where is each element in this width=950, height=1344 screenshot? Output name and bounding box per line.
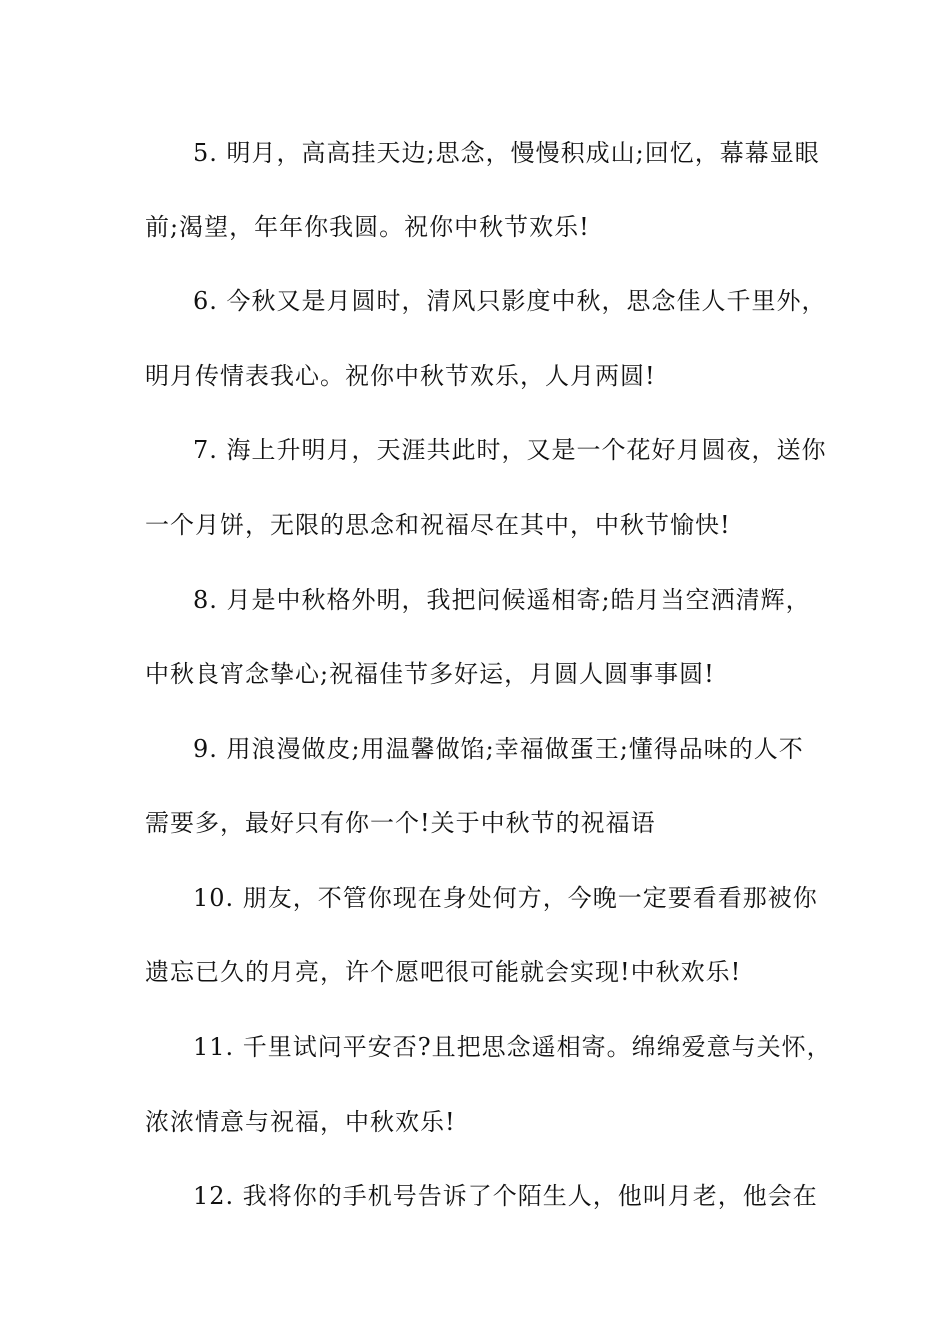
paragraph-5-line-2: 前;渴望，年年你我圆。祝你中秋节欢乐! <box>145 213 590 241</box>
paragraph-6-line-1: 6. 今秋又是月圆时，清风只影度中秋，思念佳人千里外， <box>193 287 827 315</box>
paragraph-11-line-2: 浓浓情意与祝福，中秋欢乐! <box>145 1108 456 1136</box>
paragraph-9-line-2: 需要多，最好只有你一个!关于中秋节的祝福语 <box>145 809 656 837</box>
paragraph-10-line-1: 10. 朋友，不管你现在身处何方，今晚一定要看看那被你 <box>193 884 818 912</box>
paragraph-12-line-1: 12. 我将你的手机号告诉了个陌生人，他叫月老，他会在 <box>193 1182 818 1210</box>
paragraph-7-line-1: 7. 海上升明月，天涯共此时，又是一个花好月圆夜，送你 <box>193 436 827 464</box>
paragraph-8-line-1: 8. 月是中秋格外明，我把问候遥相寄;皓月当空洒清辉， <box>193 586 811 614</box>
paragraph-5-line-1: 5. 明月，高高挂天边;思念，慢慢积成山;回忆，幕幕显眼 <box>193 139 820 167</box>
paragraph-6-line-2: 明月传情表我心。祝你中秋节欢乐，人月两圆! <box>145 362 656 390</box>
paragraph-9-line-1: 9. 用浪漫做皮;用温馨做馅;幸福做蛋王;懂得品味的人不 <box>193 735 804 763</box>
paragraph-10-line-2: 遗忘已久的月亮，许个愿吧很可能就会实现!中秋欢乐! <box>145 958 742 986</box>
paragraph-8-line-2: 中秋良宵念挚心;祝福佳节多好运，月圆人圆事事圆! <box>145 660 715 688</box>
paragraph-11-line-1: 11. 千里试问平安否?且把思念遥相寄。绵绵爱意与关怀， <box>193 1033 832 1061</box>
paragraph-7-line-2: 一个月饼，无限的思念和祝福尽在其中，中秋节愉快! <box>145 511 731 539</box>
